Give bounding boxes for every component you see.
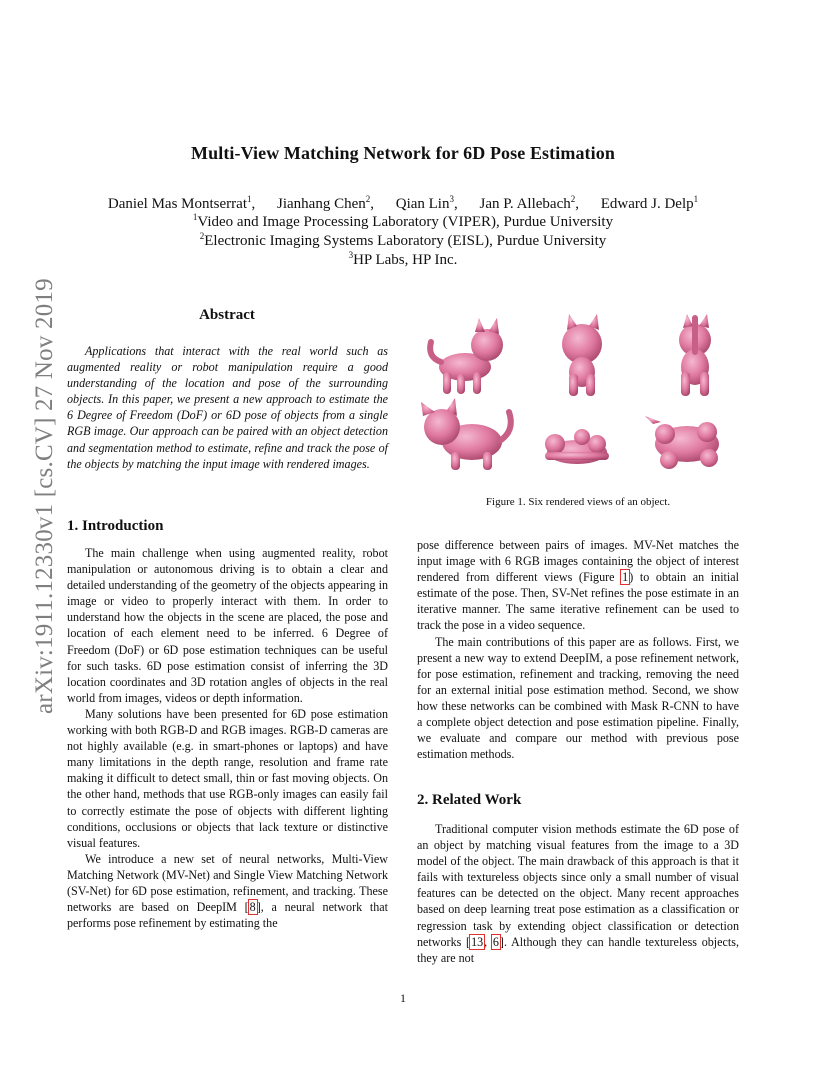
- author: Jan P. Allebach$^2$,: [479, 194, 579, 212]
- citation-link[interactable]: 13: [471, 934, 484, 949]
- rendered-view: [421, 398, 511, 470]
- abstract-text: Applications that interact with the real world such as augmented reality or robot manipulation require a good understanding of the location and pose of the surrounding objects. In this paper, we present a new approach to estimate the 6 Degree of Freedom (DoF) or 6D pose of objects from a single RGB image. Our approach can be paired with an object detection and segmentation method to estimate, refine and track the pose of the objects by matching the input image with rendered images.: [67, 344, 388, 471]
- rendered-view: [679, 314, 711, 396]
- author: Edward J. Delp$^1$: [600, 194, 699, 212]
- abstract-heading: Abstract: [199, 307, 255, 323]
- paragraph: Many solutions have been presented for 6D pose estimation working with both RGB-D and RGB images. RGB-D cameras are not highly available (e.g. in smart-phones or laptops) and have many limitations in the depth range, resolution and frame rate making it difficult to detect small, thin or fast moving objects. On the other hand, methods that use RGB-only images can easily fail to correctly estimate the pose of objects with different lighting conditions, occlusions or objects that lack texture or distinctive visual features.: [67, 706, 388, 850]
- author: Jianhang Chen$^2$,: [277, 194, 374, 212]
- right-column-text: [417, 537, 739, 762]
- paragraph: pose difference between pairs of images. MV-Net matches the input image with 6 RGB images containing the object of interest rendered from different views (Figure 1) to obtain an initial estimate of the pose. Then, SV-Net refines the pose estimate in an iterative manner. The same iterative refinement can be used to track the pose in a video sequence.: [417, 538, 740, 633]
- left-column-text: [67, 545, 388, 931]
- figure-rendered-views: [417, 312, 739, 482]
- figure-caption: Figure 1. Six rendered views of an object.: [485, 496, 671, 508]
- paragraph: Traditional computer vision methods estimate the 6D pose of an object by matching visual features from the image to a 3D model of the object. The main drawback of this approach is that it fails with textureless objects since only a small number of visual features can be detected on the object. Many recent approaches based on deep learning treat pose estimation as a classification or regression task by extending object classification or detection networks [13, 6]. Although they can handle textureless objects, they are not: [417, 822, 739, 965]
- affiliation: $^2$Electronic Imaging Systems Laboratory (EISL), Purdue University: [199, 231, 607, 249]
- rendered-view: [430, 318, 503, 394]
- section-heading-related-work: 2. Related Work: [417, 792, 522, 808]
- author: Daniel Mas Montserrat$^1$,: [107, 194, 256, 212]
- author-list: [0, 195, 806, 213]
- paragraph: The main challenge when using augmented reality, robot manipulation or autonomous driving is to obtain a clear and detailed understanding of the geometry of the objects appearing in image or video to properly interact with them. In order to understand how the objects in the scene are placed, the pose and location of each element need to be inferred. 6 Degree of Freedom (DoF) or 6D pose estimation techniques can be useful for such tasks. 6D pose estimation consist of inferring the 3D location coordinates and 3D rotation angles of objects in the real world from images, videos or depth information.: [67, 546, 388, 705]
- arxiv-side-stamp: arXiv:1911.12330v1 [cs.CV] 27 Nov 2019: [31, 278, 58, 714]
- paragraph: The main contributions of this paper are as follows. First, we present a new way to extend DeepIM, a pose refinement network, for pose estimation, refinement and tracking, removing the need for an external initial pose estimation method. Second, we show how these networks can be combined with Mask R-CNN to have a complete object detection and pose estimation pipeline. Finally, we evaluate and compare our method with previous pose estimation methods.: [417, 634, 739, 762]
- citation-link[interactable]: 6: [492, 934, 499, 949]
- figure-link[interactable]: 1: [622, 570, 629, 585]
- affiliation: $^3$HP Labs, HP Inc.: [348, 250, 458, 268]
- author: Qian Lin$^3$,: [395, 194, 458, 212]
- paragraph: We introduce a new set of neural networks, Multi-View Matching Network (MV-Net) and Single View Matching Network (SV-Net) for 6D pose estimation, refinement, and tracking. These networks are based on DeepIM [8], a neural network that performs pose refinement by estimating the: [67, 851, 389, 931]
- rendered-view: [562, 314, 602, 396]
- related-work-text: [417, 821, 739, 966]
- section-heading-introduction: 1. Introduction: [67, 518, 164, 534]
- citation-link[interactable]: 8: [249, 900, 256, 915]
- page-number: 1: [400, 991, 406, 1005]
- rendered-view: [645, 416, 719, 469]
- rendered-view: [545, 429, 609, 464]
- paper-title: Multi-View Matching Network for 6D Pose Estimation: [191, 143, 615, 163]
- affiliation: $^1$Video and Image Processing Laboratory (VIPER), Purdue University: [192, 212, 614, 230]
